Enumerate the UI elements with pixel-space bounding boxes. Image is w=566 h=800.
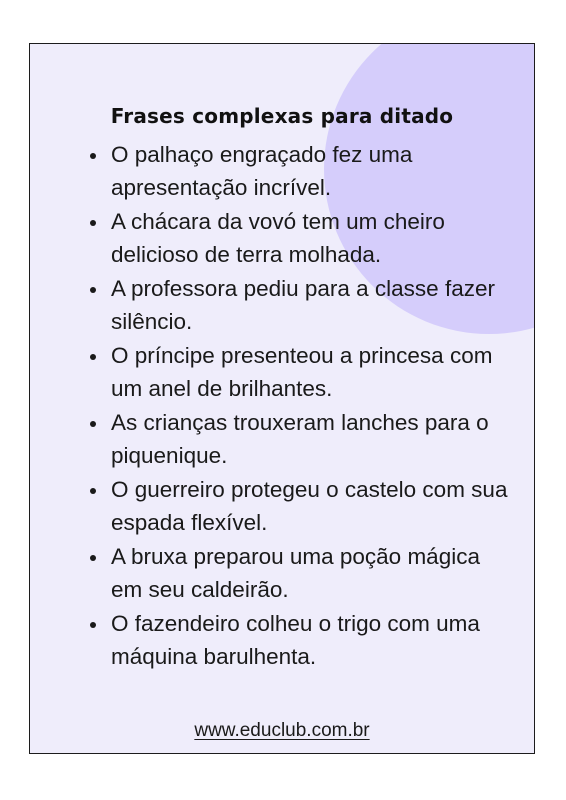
- sentence-item: [82, 474, 512, 539]
- worksheet-card: [29, 43, 535, 754]
- sentence-item: [82, 407, 512, 472]
- sentence-item: [82, 541, 512, 606]
- sentence-item: [82, 206, 512, 271]
- sentence-text: O palhaço engraçado fez uma apresentação incrível.: [111, 142, 413, 200]
- sentence-item: [82, 139, 512, 204]
- bullet-icon: [90, 555, 96, 561]
- sentence-text: A professora pediu para a classe fazer silêncio.: [111, 276, 495, 334]
- bullet-icon: [90, 421, 96, 427]
- sentence-text: A bruxa preparou uma poção mágica em seu caldeirão.: [111, 544, 480, 602]
- sentence-item: [82, 340, 512, 405]
- bullet-icon: [90, 354, 96, 360]
- sentence-text: O fazendeiro colheu o trigo com uma máquina barulhenta.: [111, 611, 480, 669]
- bullet-icon: [90, 153, 96, 159]
- bullet-icon: [90, 220, 96, 226]
- bullet-icon: [90, 488, 96, 494]
- worksheet-title: Frases complexas para ditado: [110, 104, 454, 128]
- sentence-item: [82, 273, 512, 338]
- sentence-list: [82, 139, 512, 675]
- sentence-text: O príncipe presenteou a princesa com um anel de brilhantes.: [111, 343, 493, 401]
- sentence-text: O guerreiro protegeu o castelo com sua espada flexível.: [111, 477, 508, 535]
- sentence-text: A chácara da vovó tem um cheiro delicioso de terra molhada.: [111, 209, 445, 267]
- website-link[interactable]: www.educlub.com.br: [194, 720, 370, 741]
- bullet-icon: [90, 287, 96, 293]
- bullet-icon: [90, 622, 96, 628]
- sentence-item: [82, 608, 512, 673]
- sentence-text: As crianças trouxeram lanches para o piquenique.: [111, 410, 489, 468]
